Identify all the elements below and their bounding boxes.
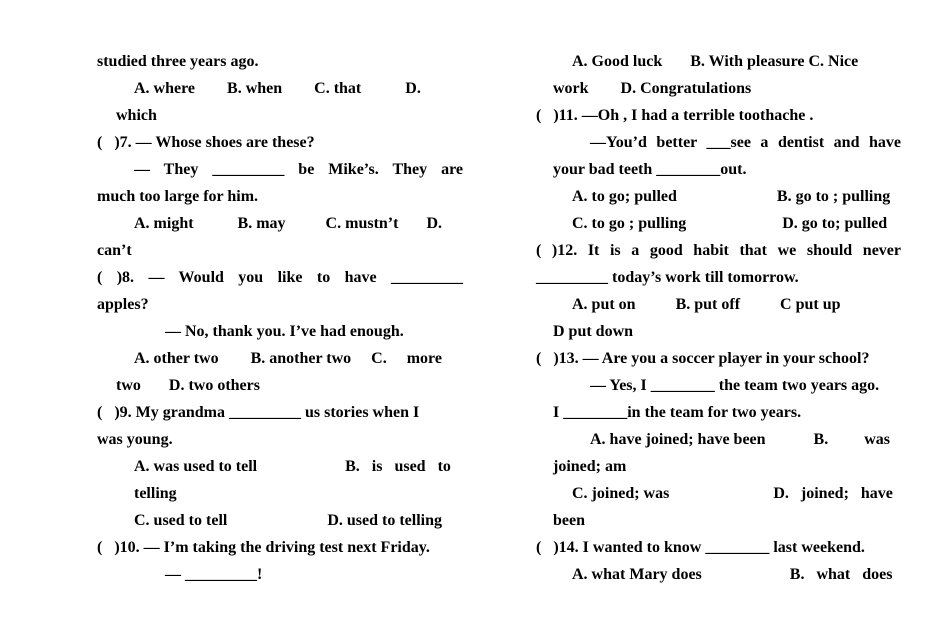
text-line: I ________in the team for two years. <box>553 404 802 421</box>
option-line: joined; am <box>553 458 627 475</box>
text-line: — They _________ be Mike’s. They are <box>134 161 463 178</box>
option-line: A. to go; pulled B. go to ; pulling <box>572 188 891 205</box>
text-line: your bad teeth ________out. <box>553 161 747 178</box>
question-14: ( )14. I wanted to know ________ last weekend. <box>536 539 865 556</box>
text-line: — Yes, I ________ the team two years ago. <box>590 377 880 394</box>
option-line: work D. Congratulations <box>553 80 752 97</box>
option-line: which <box>116 107 157 124</box>
option-line: been <box>553 512 585 529</box>
option-line: A. Good luck B. With pleasure C. Nice <box>572 53 859 70</box>
question-12: ( )12. It is a good habit that we should never <box>536 242 901 259</box>
option-line: A. other two B. another two C. more <box>134 350 442 367</box>
text-line: apples? <box>97 296 149 313</box>
question-9: ( )9. My grandma _________ us stories when I <box>97 404 420 421</box>
option-line: C. used to tell D. used to telling <box>134 512 442 529</box>
option-line: A. have joined; have been B. was <box>590 431 891 448</box>
text-line: much too large for him. <box>97 188 259 205</box>
text-line: _________ today’s work till tomorrow. <box>536 269 799 286</box>
option-line: C. to go ; pulling D. go to; pulled <box>572 215 888 232</box>
option-line: A. was used to tell B. is used to <box>134 458 451 475</box>
option-line: C. joined; was D. joined; have <box>572 485 893 502</box>
option-line: two D. two others <box>116 377 260 394</box>
option-line: telling <box>134 485 177 502</box>
question-7: ( )7. — Whose shoes are these? <box>97 134 315 151</box>
option-line: A. where B. when C. that D. <box>134 80 421 97</box>
text-line: — No, thank you. I’ve had enough. <box>165 323 404 340</box>
text-line: was young. <box>97 431 173 448</box>
option-line: D put down <box>553 323 634 340</box>
text-line: — _________! <box>165 566 263 583</box>
text-line: —You’d better ___see a dentist and have <box>590 134 901 151</box>
option-line: can’t <box>97 242 132 259</box>
question-11: ( )11. —Oh , I had a terrible toothache . <box>536 107 814 124</box>
option-line: A. might B. may C. mustn’t D. <box>134 215 442 232</box>
option-line: A. put on B. put off C put up <box>572 296 841 313</box>
question-13: ( )13. — Are you a soccer player in your school? <box>536 350 870 367</box>
question-10: ( )10. — I’m taking the driving test next Friday. <box>97 539 430 556</box>
text-line: studied three years ago. <box>97 53 259 70</box>
question-8: ( )8. — Would you like to have _________ <box>97 269 463 286</box>
option-line: A. what Mary does B. what does <box>572 566 893 583</box>
